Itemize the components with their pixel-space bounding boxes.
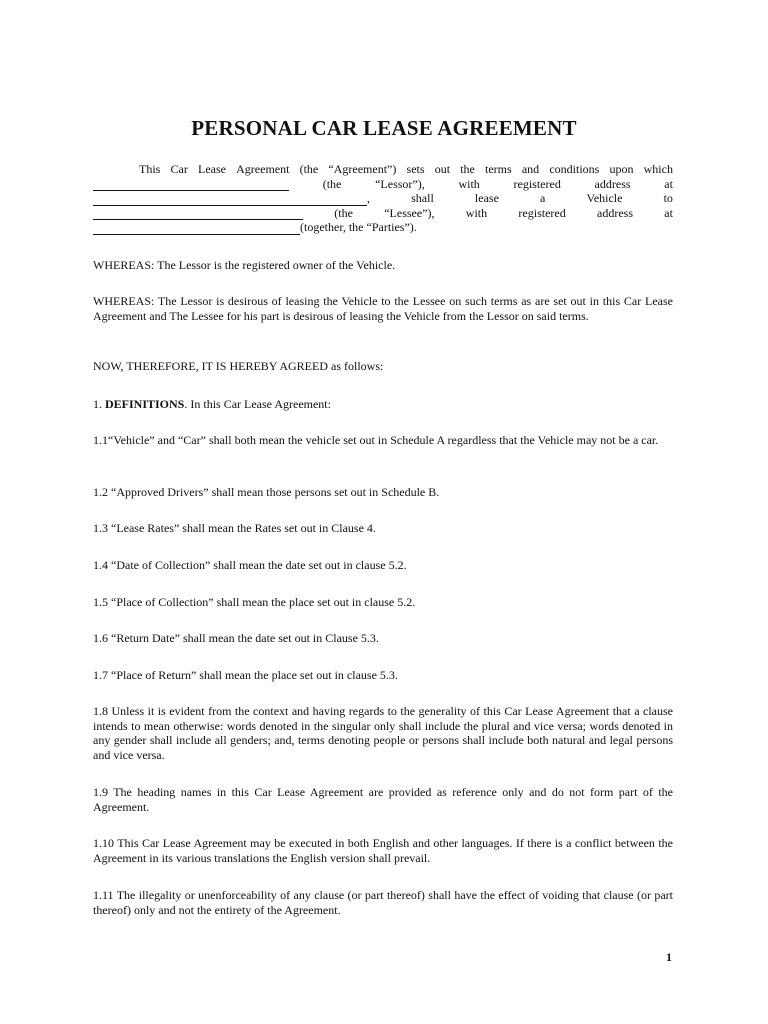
- clause-1-11: 1.11 The illegality or unenforceability of any clause (or part thereof) shall have the effect of voiding that clause (or part thereof) only and not the entirety of the Agreement.: [93, 888, 673, 917]
- clause-1-3: 1.3 “Lease Rates” shall mean the Rates set out in Clause 4.: [93, 521, 376, 535]
- clause-1-10: 1.10 This Car Lease Agreement may be executed in both English and other languages. If there is a conflict between the Agreement in its various translations the English version shall prevail.: [93, 836, 673, 865]
- clause-1-6: 1.6 “Return Date” shall mean the date set out in Clause 5.3.: [93, 631, 379, 645]
- section-1-heading: 1. DEFINITIONS. In this Car Lease Agreement:: [93, 397, 331, 411]
- whereas-owner: WHEREAS: The Lessor is the registered owner of the Vehicle.: [93, 258, 396, 272]
- clause-1-5: 1.5 “Place of Collection” shall mean the place set out in clause 5.2.: [93, 595, 416, 609]
- intro-line-2: (the “Lessor”), with registered address at: [93, 177, 673, 192]
- clause-1-9: 1.9 The heading names in this Car Lease Agreement are provided as reference only and do not form part of the Agreement.: [93, 785, 673, 814]
- clause-1-7: 1.7 “Place of Return” shall mean the place set out in clause 5.3.: [93, 668, 398, 682]
- page-number: 1: [666, 950, 672, 964]
- lessee-address-blank[interactable]: [93, 223, 300, 235]
- whereas-desirous: WHEREAS: The Lessor is desirous of leasing the Vehicle to the Lessee on such terms as are set out in this Car Lease Agreement and The Lessee for his part is desirous of leasing the Vehicle from the Lessor on said terms.: [93, 294, 673, 323]
- clause-1-8: 1.8 Unless it is evident from the context and having regards to the generality of this Car Lease Agreement that a clause intends to mean otherwise: words denoted in the singular only shall include the plural and vice versa; words denoted in any gender shall include all genders; and, terms denoting people or persons shall include both natural and legal persons and vice versa.: [93, 704, 673, 762]
- intro-paragraph: [93, 162, 673, 235]
- now-therefore: NOW, THEREFORE, IT IS HEREBY AGREED as follows:: [93, 359, 384, 373]
- intro-line-1: This Car Lease Agreement (the “Agreement”) sets out the terms and conditions upon which: [139, 162, 673, 176]
- intro-line-3: , shall lease a Vehicle to: [93, 191, 673, 206]
- clause-1-2: 1.2 “Approved Drivers” shall mean those persons set out in Schedule B.: [93, 485, 440, 499]
- intro-line-4: (the “Lessee”), with registered address at: [93, 206, 673, 221]
- definitions-heading: DEFINITIONS: [105, 397, 185, 411]
- clause-1-4: 1.4 “Date of Collection” shall mean the date set out in clause 5.2.: [93, 558, 407, 572]
- lessee-name-blank[interactable]: [93, 208, 303, 220]
- intro-line-5: (together, the “Parties”).: [93, 220, 673, 235]
- document-title: PERSONAL CAR LEASE AGREEMENT: [191, 116, 577, 140]
- clause-1-1: 1.1“Vehicle” and “Car” shall both mean the vehicle set out in Schedule A regardless that the Vehicle may not be a car.: [93, 433, 659, 447]
- lessor-address-blank[interactable]: [93, 194, 367, 206]
- lessor-name-blank[interactable]: [93, 179, 289, 191]
